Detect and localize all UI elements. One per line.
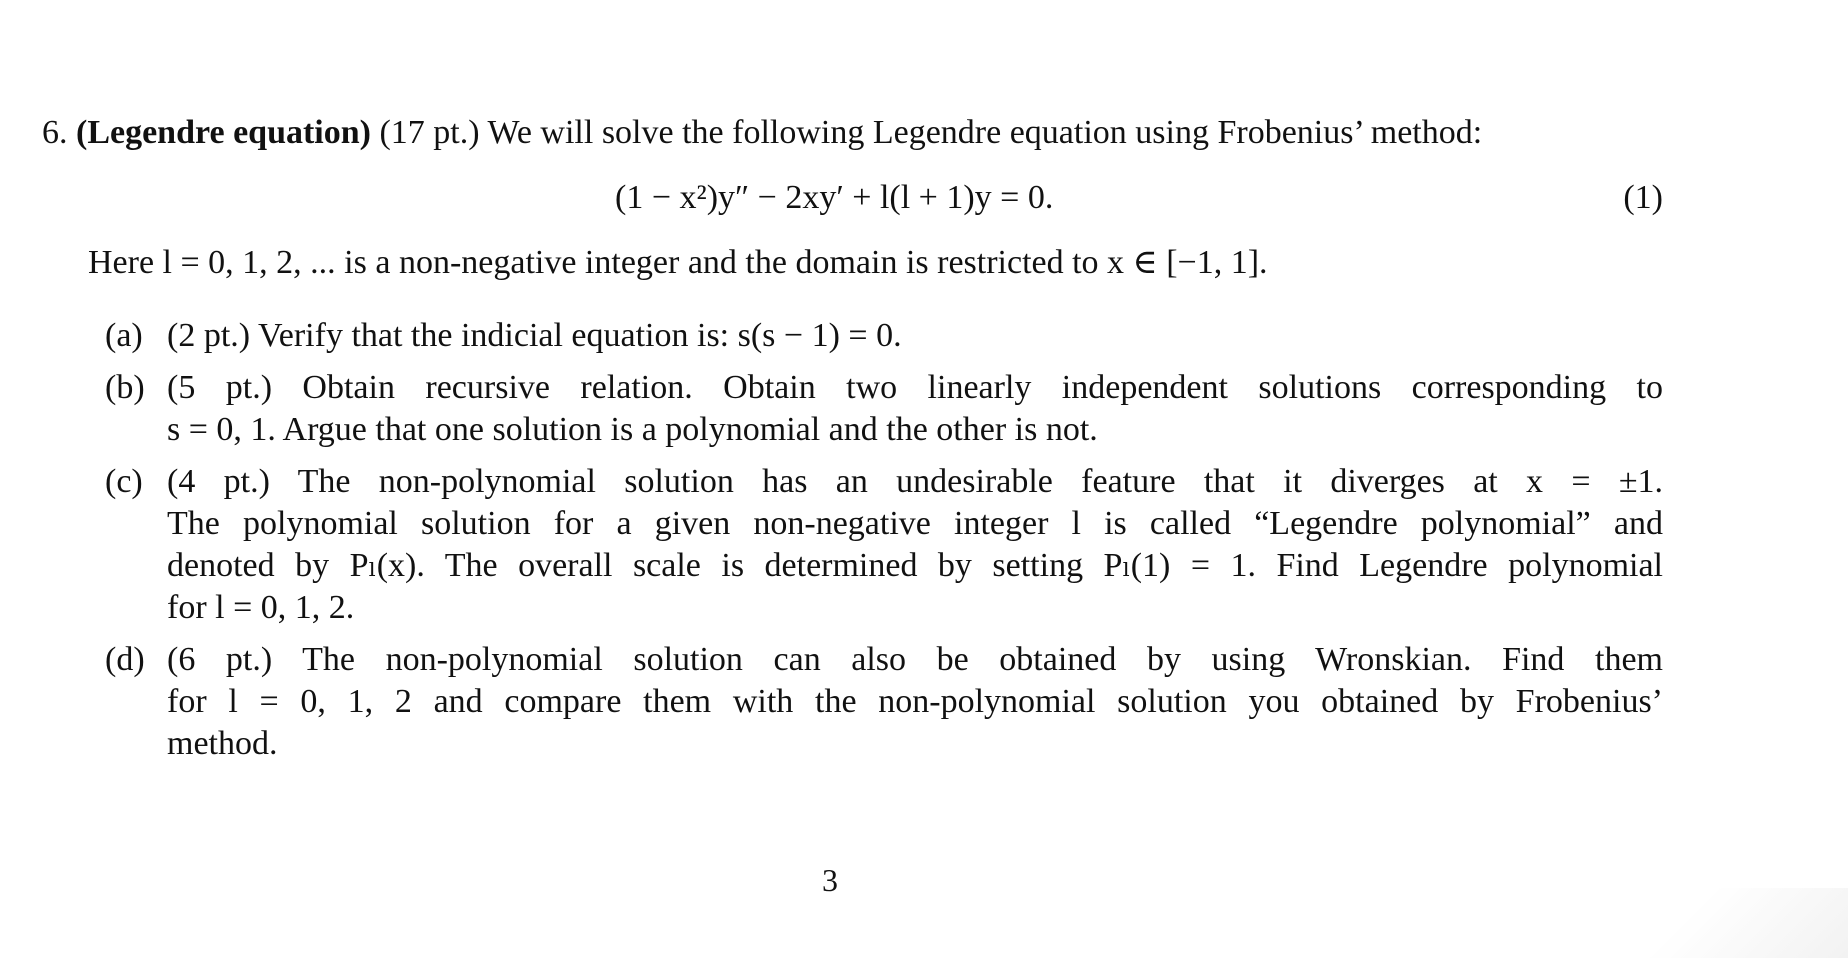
- page-corner-shadow: [1628, 888, 1848, 958]
- problem-title: (Legendre equation): [76, 114, 371, 151]
- part-c-line-1: (4 pt.) The non-polynomial solution has an undesirable feature that it diverges at x = ±1.: [167, 463, 1663, 500]
- part-b-line-1: (5 pt.) Obtain recursive relation. Obtain two linearly independent solutions corresponding to: [167, 369, 1663, 406]
- part-c-line-4: for l = 0, 1, 2.: [167, 589, 355, 626]
- problem-number: 6.: [42, 114, 68, 151]
- part-b-line-2: s = 0, 1. Argue that one solution is a polynomial and the other is not.: [167, 411, 1098, 448]
- part-a-label: (a): [105, 317, 143, 354]
- part-d-label: (d): [105, 641, 145, 678]
- part-d-line-2: for l = 0, 1, 2 and compare them with the non-polynomial solution you obtained by Frobenius’: [167, 683, 1663, 720]
- problem-points: (17 pt.): [379, 114, 480, 151]
- part-c-line-2: The polynomial solution for a given non-negative integer l is called “Legendre polynomial” and: [167, 505, 1663, 542]
- part-a-line-1: (2 pt.) Verify that the indicial equation is: s(s − 1) = 0.: [167, 317, 902, 354]
- equation-number: (1): [1623, 179, 1663, 216]
- page-number: 3: [822, 862, 838, 898]
- legendre-equation: (1 − x²)y″ − 2xy′ + l(l + 1)y = 0.: [615, 179, 1054, 216]
- domain-note: Here l = 0, 1, 2, ... is a non-negative integer and the domain is restricted to x ∈ [−1, 1].: [88, 244, 1268, 281]
- part-c-label: (c): [105, 463, 143, 500]
- problem-intro: We will solve the following Legendre equation using Frobenius’ method:: [487, 114, 1483, 151]
- problem-header: [42, 113, 1482, 153]
- part-d-line-1: (6 pt.) The non-polynomial solution can also be obtained by using Wronskian. Find them: [167, 641, 1663, 678]
- part-c-line-3: denoted by Pₗ(x). The overall scale is determined by setting Pₗ(1) = 1. Find Legendre polynomial: [167, 547, 1663, 584]
- part-d-line-3: method.: [167, 725, 278, 762]
- part-b-label: (b): [105, 369, 145, 406]
